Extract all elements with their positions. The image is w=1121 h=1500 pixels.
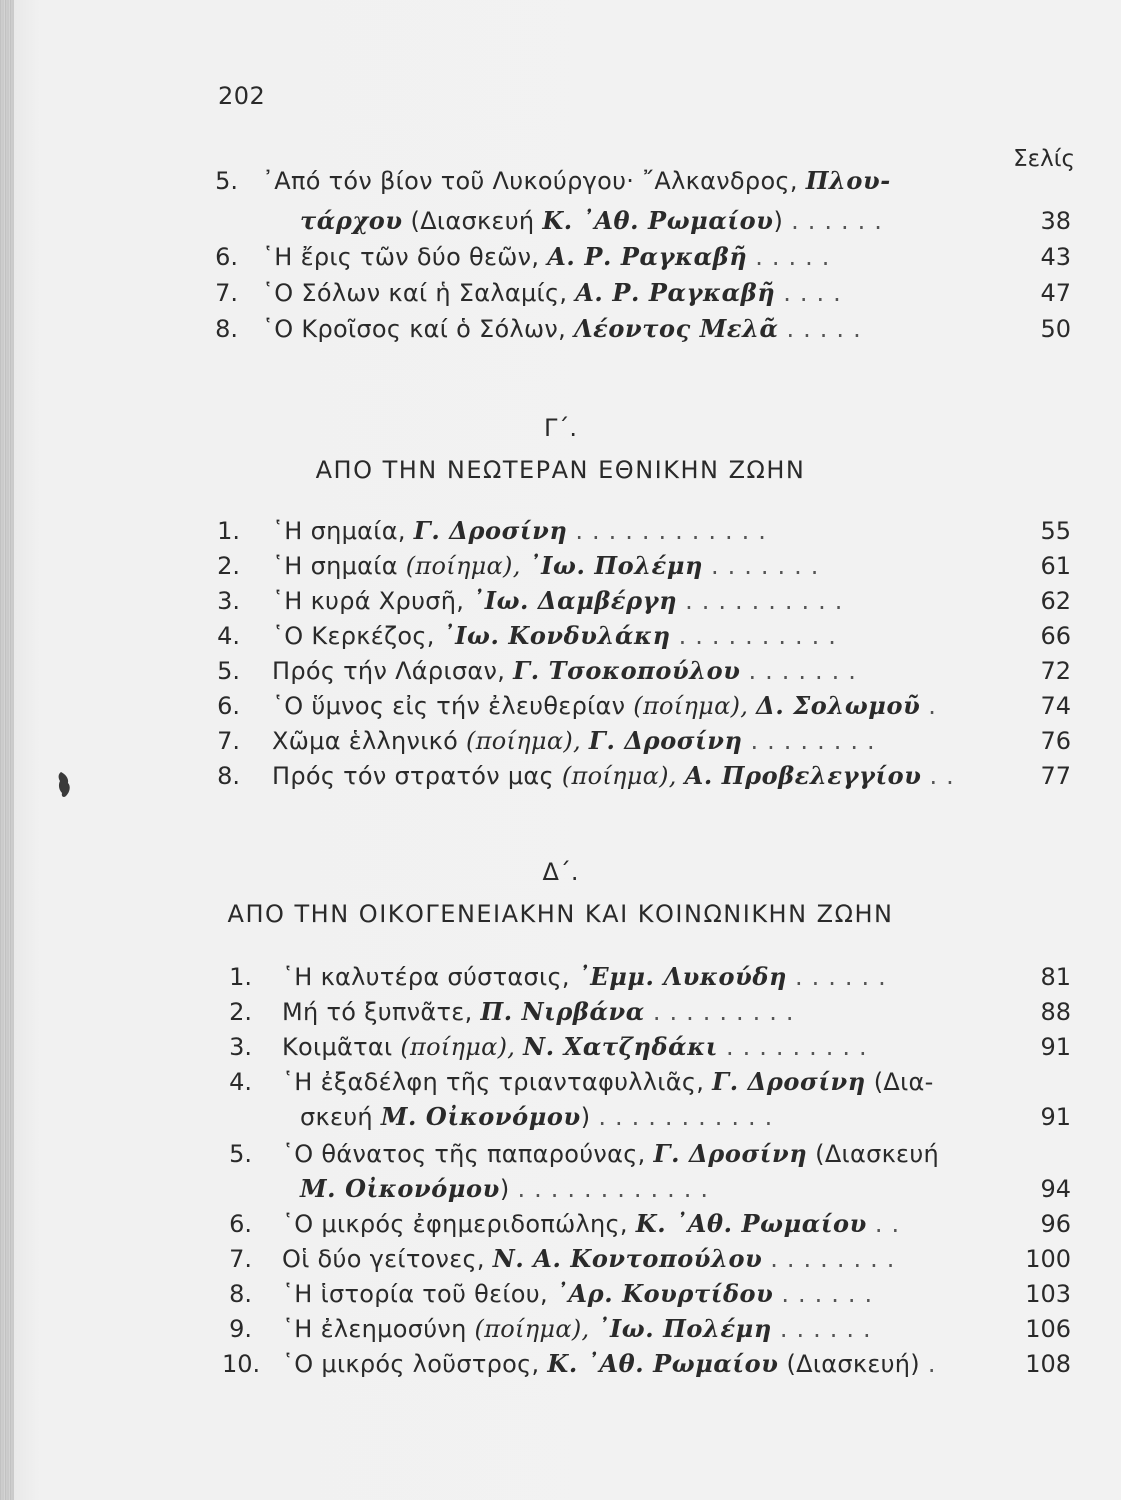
entry-note: (ποίημα), [466,727,589,755]
entry-number: 8. [229,1280,252,1308]
entry-author: Γ. Δροσίνη [588,726,743,755]
entry-author: Α. Ρ. Ραγκαβῆ [547,242,748,271]
entry-page: 81 [1040,963,1071,991]
entry-number: 8. [215,315,238,343]
entry-title-text: Πρός τήν Λάρισαν, [272,657,514,685]
entry-title-text: ῾Η σημαία, [272,517,414,545]
toc-entry [0,759,1121,793]
toc-entry [0,514,1121,548]
entry-title-text: Κοιμᾶται [282,1033,401,1061]
toc-entry [0,1312,1121,1346]
page-number: 202 [218,82,266,110]
entry-number: 6. [229,1210,252,1238]
entry-page: 88 [1040,998,1071,1026]
entry-page: 106 [1025,1315,1071,1343]
entry-author: Γ. Δροσίνη [653,1139,808,1168]
entry-page: 38 [1040,207,1071,235]
toc-entry [0,549,1121,583]
entry-author: Ν. Χατζηδάκι [523,1032,719,1061]
toc-entry [0,240,1121,274]
toc-entry [0,619,1121,653]
entry-page: 55 [1040,517,1071,545]
toc-entry [0,1065,1121,1099]
entry-author: Κ. ᾽Αθ. Ρωμαίου [547,1349,779,1378]
entry-page: 47 [1040,279,1071,307]
toc-entry-continued [0,204,1121,238]
entry-title: ῾Η ἱστορία τοῦ θείου, ᾽Αρ. Κουρτίδου ...... [282,1279,882,1308]
entry-title-text: ῾Η ἱστορία τοῦ θείου, [282,1280,556,1308]
toc-entry-continued [0,1100,1121,1134]
entry-title-text: ῾Ο Σόλων καί ἡ Σαλαμίς, [262,279,576,307]
toc-entry [0,1030,1121,1064]
entry-title: Πρός τόν στρατόν μας (ποίημα), Α. Προβελεγγίου .. [272,761,963,790]
entry-title: ῾Ο Κερκέζος, ᾽Ιω. Κονδυλάκη .......... [272,621,845,650]
entry-title-text: ῾Ο Κροῖσος καί ὁ Σόλων, [262,315,574,343]
entry-number: 6. [217,692,240,720]
entry-number: 10. [222,1350,261,1378]
entry-note: (ποίημα), [633,692,757,720]
entry-title-text: σκευή [300,1103,381,1131]
entry-title: ῾Ο μικρός λοῦστρος, Κ. ᾽Αθ. Ρωμαίου (Διασκευή) . [282,1349,945,1378]
entry-author: Π. Νιρβάνα [480,997,645,1026]
entry-title: ῾Η ἐλεημοσύνη (ποίημα), ᾽Ιω. Πολέμη ...... [282,1314,880,1343]
entry-number: 3. [217,587,240,615]
section-d-title: ΑΠΟ ΤΗΝ ΟΙΚΟΓΕΝΕΙΑΚΗΝ ΚΑΙ ΚΟΙΝΩΝΙΚΗΝ ΖΩΗΝ [227,900,894,928]
entry-number: 4. [217,622,240,650]
entry-page: 74 [1040,692,1071,720]
entry-title [282,1137,939,1171]
entry-title: ῾Ο Σόλων καί ἡ Σαλαμίς, Α. Ρ. Ραγκαβῆ .... [262,278,850,307]
entry-close: ) [499,1175,510,1203]
section-d-letter: Δ΄. [542,858,579,886]
entry-author: ᾽Ιω. Κονδυλάκη [442,621,671,650]
section-c-letter: Γ΄. [544,414,577,442]
toc-entry [0,1137,1121,1171]
entry-author: Α. Προβελεγγίου [684,761,922,790]
entry-author: ᾽Ιω. Δαμβέργη [472,586,678,615]
toc-entry [0,276,1121,310]
entry-title-text: (Διασκευή [807,1140,940,1168]
entry-title: ῾Η ἔρις τῶν δύο θεῶν, Α. Ρ. Ραγκαβῆ ..... [262,242,839,271]
entry-title: ῾Η κυρά Χρυσῆ, ᾽Ιω. Δαμβέργη .......... [272,586,852,615]
entry-author: Πλου- [805,166,891,195]
entry-title-text: (Δια- [865,1068,934,1096]
entry-author: Γ. Τσοκοπούλου [513,656,741,685]
entry-page: 43 [1040,243,1071,271]
entry-author: Κ. ᾽Αθ. Ρωμαίου [542,206,774,235]
entry-author: Μ. Οἰκονόμου [300,1174,500,1203]
entry-title-text: ῾Η ἐλεημοσύνη [282,1315,475,1343]
entry-number: 2. [229,998,252,1026]
toc-entry [0,995,1121,1029]
entry-note: (ποίημα), [561,762,685,790]
entry-page: 77 [1040,762,1071,790]
toc-entry [0,724,1121,758]
entry-number: 5. [215,167,238,195]
entry-title: Πρός τήν Λάρισαν, Γ. Τσοκοπούλου ....... [272,656,865,685]
entry-author: Μ. Οἰκονόμου [380,1102,581,1131]
entry-author: Δ. Σολωμοῦ [756,691,921,720]
entry-author: ᾽Ιω. Πολέμη [528,551,704,580]
entry-page: 96 [1040,1210,1071,1238]
entry-author: Κ. ᾽Αθ. Ρωμαίου [635,1209,867,1238]
toc-entry [0,1277,1121,1311]
entry-title: ῾Η καλυτέρα σύστασις, ᾽Εμμ. Λυκούδη ...... [282,962,895,991]
entry-number: 1. [229,963,252,991]
entry-number: 4. [229,1068,252,1096]
entry-page: 108 [1025,1350,1071,1378]
entry-page: 91 [1040,1033,1071,1061]
entry-title-text: ῾Η κυρά Χρυσῆ, [272,587,473,615]
entry-title-text: ῾Ο μικρός λοῦστρος, [282,1350,548,1378]
entry-title-continued: τάρχου (Διασκευή Κ. ᾽Αθ. Ρωμαίου) ...... [300,206,891,235]
entry-title: Κοιμᾶται (ποίημα), Ν. Χατζηδάκι ......... [282,1032,876,1061]
page-column-header: Σελίς [1013,146,1075,172]
section-c-title: ΑΠΟ ΤΗΝ ΝΕΩΤΕΡΑΝ ΕΘΝΙΚΗΝ ΖΩΗΝ [315,456,806,484]
entry-title-text: ῾Ο ὕμνος εἰς τήν ἐλευθερίαν [272,692,634,720]
entry-author: Γ. Δροσίνη [413,516,568,545]
entry-page: 66 [1040,622,1071,650]
entry-number: 7. [229,1245,252,1273]
entry-author: ᾽Ιω. Πολέμη [597,1314,772,1343]
entry-title-text: ῾Η ἐξαδέλφη τῆς τριανταφυλλιᾶς, [282,1068,713,1096]
entry-page: 91 [1040,1103,1071,1131]
entry-title [282,1065,934,1099]
toc-entry [0,654,1121,688]
entry-number: 6. [215,243,238,271]
entry-note: (ποίημα), [405,552,529,580]
toc-entry [0,312,1121,346]
toc-entry [0,960,1121,994]
entry-author: ᾽Αρ. Κουρτίδου [555,1279,774,1308]
entry-page: 76 [1040,727,1071,755]
entry-number: 9. [229,1315,252,1343]
entry-note: (ποίημα), [474,1315,598,1343]
toc-entry [0,584,1121,618]
entry-number: 5. [217,657,240,685]
entry-author: Ν. Α. Κοντοπούλου [492,1244,763,1273]
entry-title-text: (Διασκευή [402,207,543,235]
entry-title-text: Χῶμα ἑλληνικό [272,727,467,755]
entry-title-text: Μή τό ξυπνᾶτε, [282,998,481,1026]
entry-title-continued: Μ. Οἰκονόμου) ............ [300,1174,718,1203]
entry-title: ῾Ο Κροῖσος καί ὁ Σόλων, Λέοντος Μελᾶ ..... [262,314,870,343]
entry-author: Λέοντος Μελᾶ [573,314,779,343]
entry-title-text: Πρός τόν στρατόν μας [272,762,562,790]
entry-page: 50 [1040,315,1071,343]
entry-title-text: ῾Ο θάνατος τῆς παπαρούνας, [282,1140,654,1168]
entry-author: ᾽Εμμ. Λυκούδη [577,962,788,991]
entry-page: 72 [1040,657,1071,685]
entry-page: 100 [1025,1245,1071,1273]
entry-title: ῾Ο μικρός ἐφημεριδοπώλης, Κ. ᾽Αθ. Ρωμαίου .. [282,1209,909,1238]
entry-title: Χῶμα ἑλληνικό (ποίημα), Γ. Δροσίνη ........ [272,726,884,755]
entry-close: ) [773,207,784,235]
entry-title-text: ᾽Από τόν βίον τοῦ Λυκούργου· ῎Αλκανδρος, [262,167,806,195]
entry-title-text: ῾Η καλυτέρα σύστασις, [282,963,578,991]
entry-page: 61 [1040,552,1071,580]
entry-number: 3. [229,1033,252,1061]
entry-title: Μή τό ξυπνᾶτε, Π. Νιρβάνα ......... [282,997,803,1026]
entry-number: 7. [215,279,238,307]
entry-note: (ποίημα), [400,1033,524,1061]
toc-entry-continued [0,1172,1121,1206]
entry-title: ῾Η σημαία (ποίημα), ᾽Ιω. Πολέμη ....... [272,551,828,580]
entry-close: ) [580,1103,591,1131]
entry-number: 7. [217,727,240,755]
entry-title-continued: σκευή Μ. Οἰκονόμου) ........... [300,1102,782,1131]
entry-title-text: ῾Ο Κερκέζος, [272,622,443,650]
entry-page: 62 [1040,587,1071,615]
toc-entry [0,689,1121,723]
entry-title-text: ῾Ο μικρός ἐφημεριδοπώλης, [282,1210,636,1238]
entry-page: 103 [1025,1280,1071,1308]
entry-page: 94 [1040,1175,1071,1203]
entry-author: Α. Ρ. Ραγκαβῆ [575,278,776,307]
entry-number: 8. [217,762,240,790]
toc-entry [0,1347,1121,1381]
entry-author: Γ. Δροσίνη [712,1067,866,1096]
entry-title-text: ῾Η σημαία [272,552,406,580]
entry-title-text: ῾Η ἔρις τῶν δύο θεῶν, [262,243,548,271]
entry-title-text: (Διασκευή) [778,1350,920,1378]
entry-number: 2. [217,552,240,580]
entry-number: 1. [217,517,240,545]
entry-author-continued: τάρχου [300,206,403,235]
entry-title: ῾Ο ὕμνος εἰς τήν ἐλευθερίαν (ποίημα), Δ. Σολωμοῦ . [272,691,945,720]
entry-title: Οἱ δύο γείτονες, Ν. Α. Κοντοπούλου ........ [282,1244,904,1273]
toc-entry [0,1207,1121,1241]
toc-entry [0,1242,1121,1276]
entry-title-text: Οἱ δύο γείτονες, [282,1245,493,1273]
toc-entry [0,164,1121,198]
entry-title [262,164,891,198]
entry-number: 5. [229,1140,252,1168]
entry-title: ῾Η σημαία, Γ. Δροσίνη ............ [272,516,775,545]
